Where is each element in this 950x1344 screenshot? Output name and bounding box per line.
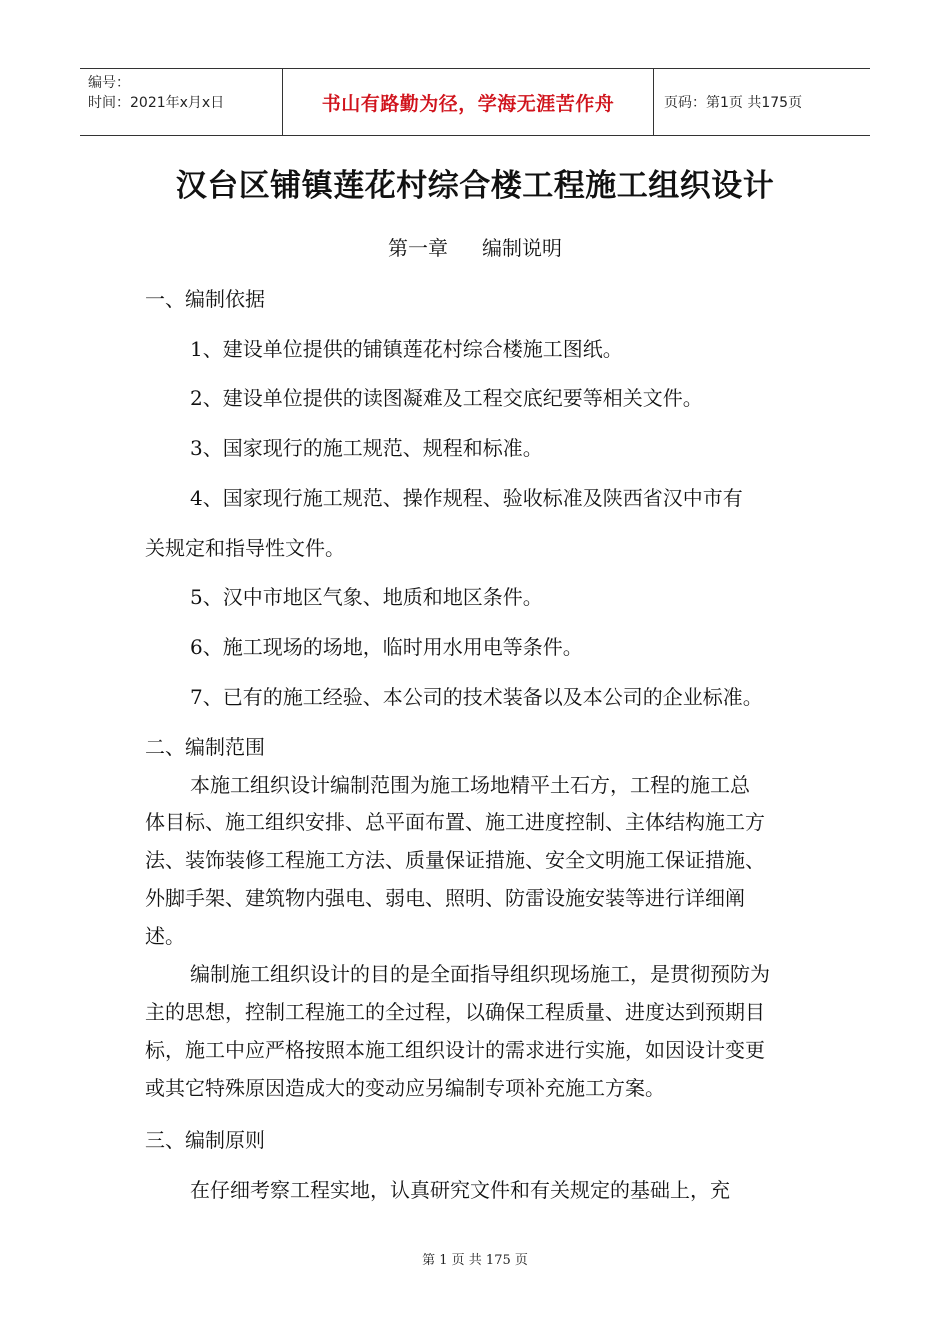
header-motto-cell <box>282 69 654 135</box>
document-header <box>80 68 870 136</box>
paragraph-line: 标，施工中应严格按照本施工组织设计的需求进行实施，如因设计变更 <box>145 1038 765 1062</box>
page-footer: 第 1 页 共 175 页 <box>422 1253 528 1268</box>
section-heading: 一、编制依据 <box>145 287 265 311</box>
list-item: 4、国家现行施工规范、操作规程、验收标准及陕西省汉中市有 <box>190 486 743 510</box>
paragraph-line: 编制施工组织设计的目的是全面指导组织现场施工，是贯彻预防为 <box>190 962 770 986</box>
document-title: 汉台区铺镇莲花村综合楼工程施工组织设计 <box>175 168 775 204</box>
section-heading: 三、编制原则 <box>145 1128 265 1152</box>
paragraph-line: 本施工组织设计编制范围为施工场地精平土石方，工程的施工总 <box>190 773 750 797</box>
chapter-number: 第一章 <box>388 236 448 260</box>
header-motto: 书山有路勤为径，学海无涯苦作舟 <box>321 92 615 115</box>
list-item: 1、建设单位提供的铺镇莲花村综合楼施工图纸。 <box>190 337 623 361</box>
paragraph-line: 述。 <box>145 924 185 948</box>
document-number-label: 编号： <box>88 75 130 91</box>
list-item: 6、施工现场的场地，临时用水用电等条件。 <box>190 635 583 659</box>
list-item-continuation: 关规定和指导性文件。 <box>145 536 345 560</box>
paragraph-line: 或其它特殊原因造成大的变动应另编制专项补充施工方案。 <box>145 1076 665 1100</box>
list-item: 7、已有的施工经验、本公司的技术装备以及本公司的企业标准。 <box>190 685 763 709</box>
paragraph-line: 体目标、施工组织安排、总平面布置、施工进度控制、主体结构施工方 <box>145 810 765 834</box>
paragraph-line: 法、装饰装修工程施工方法、质量保证措施、安全文明施工保证措施、 <box>145 848 765 872</box>
header-page-info: 页码：第1页 共175页 <box>664 95 803 111</box>
paragraph-line: 在仔细考察工程实地，认真研究文件和有关规定的基础上，充 <box>190 1178 730 1202</box>
list-item: 3、国家现行的施工规范、规程和标准。 <box>190 436 543 460</box>
list-item: 5、汉中市地区气象、地质和地区条件。 <box>190 585 543 609</box>
document-time: 时间：2021年x月x日 <box>88 95 225 111</box>
paragraph-line: 主的思想，控制工程施工的全过程，以确保工程质量、进度达到预期目 <box>145 1000 765 1024</box>
chapter-heading <box>0 232 950 261</box>
section-heading: 二、编制范围 <box>145 735 265 759</box>
paragraph-line: 外脚手架、建筑物内强电、弱电、照明、防雷设施安装等进行详细阐 <box>145 886 745 910</box>
list-item: 2、建设单位提供的读图凝难及工程交底纪要等相关文件。 <box>190 386 703 410</box>
header-meta <box>80 69 282 135</box>
chapter-name: 编制说明 <box>482 236 562 260</box>
